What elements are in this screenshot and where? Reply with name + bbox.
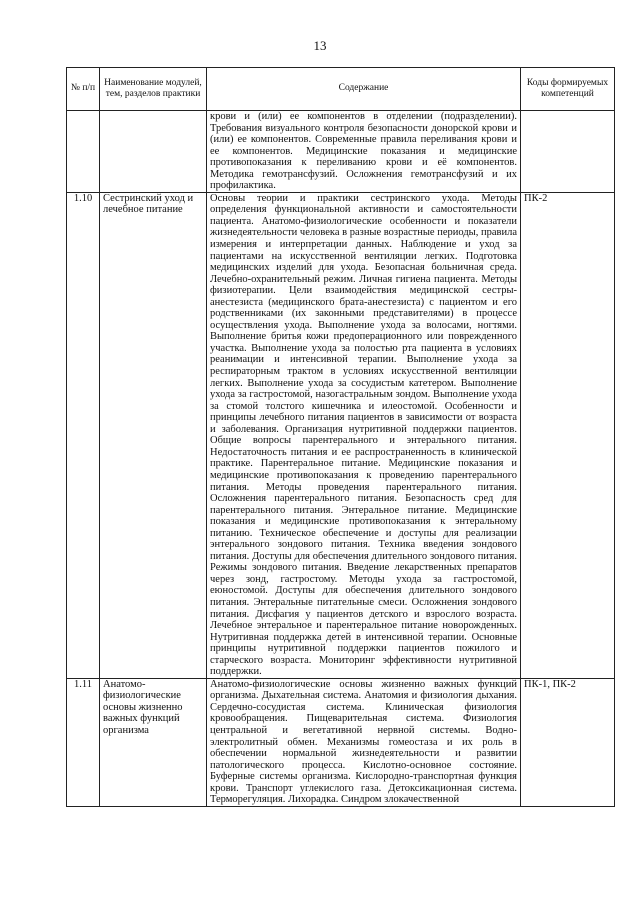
header-competencies: Коды формируемых компетенций (521, 68, 615, 111)
row-number (67, 111, 100, 193)
header-content: Содержание (207, 68, 521, 111)
header-module-name: Наименование модулей, тем, разделов практики (100, 68, 207, 111)
table-row (67, 111, 615, 193)
curriculum-table (66, 67, 615, 807)
row-module-name: Сестринский уход и лечебное питание (100, 192, 207, 678)
page-number: 13 (313, 38, 327, 53)
row-competencies: ПК-2 (521, 192, 615, 678)
table-row (67, 192, 615, 678)
row-number: 1.10 (67, 192, 100, 678)
table-header-row (67, 68, 615, 111)
table-row (67, 678, 615, 806)
row-competencies (521, 111, 615, 193)
row-competencies: ПК-1, ПК-2 (521, 678, 615, 806)
row-module-name (100, 111, 207, 193)
header-number: № п/п (67, 68, 100, 111)
row-module-name: Анатомо-физиологические основы жизненно важных функций организма (100, 678, 207, 806)
row-content: Анатомо-физиологические основы жизненно важных функций организма. Дыхательная система. Анатомия и физиология дыхания. Сердечно-сосудистая система. Клиническая физиология кровообращения. Пищеварительная система. Физиология центральной и вегетативной нервной системы. Водно-электролитный обмен. Механизмы гомеостаза и их роль в обеспечении нормальной жизнедеятельности и развитии патологического процесса. Кислотно-основное состояние. Буферные системы организма. Кислородно-транспортная функция крови. Транспорт углекислого газа. Детоксикационная система. Терморегуляция. Лихорадка. Синдром злокачественной (207, 678, 521, 806)
row-content: Основы теории и практики сестринского ухода. Методы определения функциональной активности и самостоятельности пациента. Анатомо-физиологические особенности и показатели жизнедеятельности человека в разные возрастные периоды, правила измерения и интерпретации данных. Наблюдение и уход за пациентами на искусственной вентиляции легких. Подготовка медицинских изделий для ухода. Безопасная больничная среда. Лечебно-охранительный режим. Личная гигиена пациента. Методы физиотерапии. Цели взаимодействия медицинской сестры-анестезиста (медицинского брата-анестезиста) с пациентом и его родственниками (их законными представителями) в процессе осуществления ухода. Выполнение ухода за волосами, ногтями. Выполнение бритья кожи предоперационного или поврежденного участка. Выполнение ухода за полостью рта пациента в условиях реанимации и интенсивной терапии. Выполнение ухода за респираторным трактом в условиях искусственной вентиляции легких. Выполнение ухода за сосудистым катетером. Выполнение ухода за гастростомой, назогастральным зондом. Выполнение ухода за стомой толстого кишечника и илеостомой. Особенности и принципы лечебного питания пациентов в зависимости от возраста и заболевания. Организация нутритивной поддержки пациентов. Общие вопросы парентерального и энтерального питания. Недостаточность питания и ее распространенность в клинической практике. Парентеральное питание. Медицинские показания и медицинские противопоказания к проведению парентерального питания. Методы проведения парентерального питания. Осложнения парентерального питания. Безопасность сред для парентерального питания. Энтеральное питание. Медицинские показания и медицинские противопоказания к энтеральному питанию. Техническое обеспечение и доступы для реализации энтерального зондового питания. Техника введения зондового питания. Доступы для обеспечения длительного зондового питания. Режимы зондового питания. Введение лекарственных препаратов через зонд, гастростому. Методы ухода за гастростомой, еюностомой. Доступы для обеспечения длительного зондового питания. Энтеральные питательные смеси. Осложнения зондового питания. Дисфагия у пациентов детского и взрослого возраста. Лечебное энтеральное и парентеральное питание новорожденных. Нутритивная поддержка детей в интенсивной терапии. Основные принципы нутритивной поддержки пациентов пожилого и старческого возраста. Мониторинг эффективности нутритивной поддержки. (207, 192, 521, 678)
row-content: крови и (или) ее компонентов в отделении (подразделении). Требования визуального контроля безопасности донорской крови и (или) ее компонентов. Современные правила переливания крови и ее компонентов. Медицинские показания и медицинские противопоказания к переливанию крови и её компонентов. Методика гемотрансфузий. Осложнения гемотрансфузий и их профилактика. (207, 111, 521, 193)
row-number: 1.11 (67, 678, 100, 806)
